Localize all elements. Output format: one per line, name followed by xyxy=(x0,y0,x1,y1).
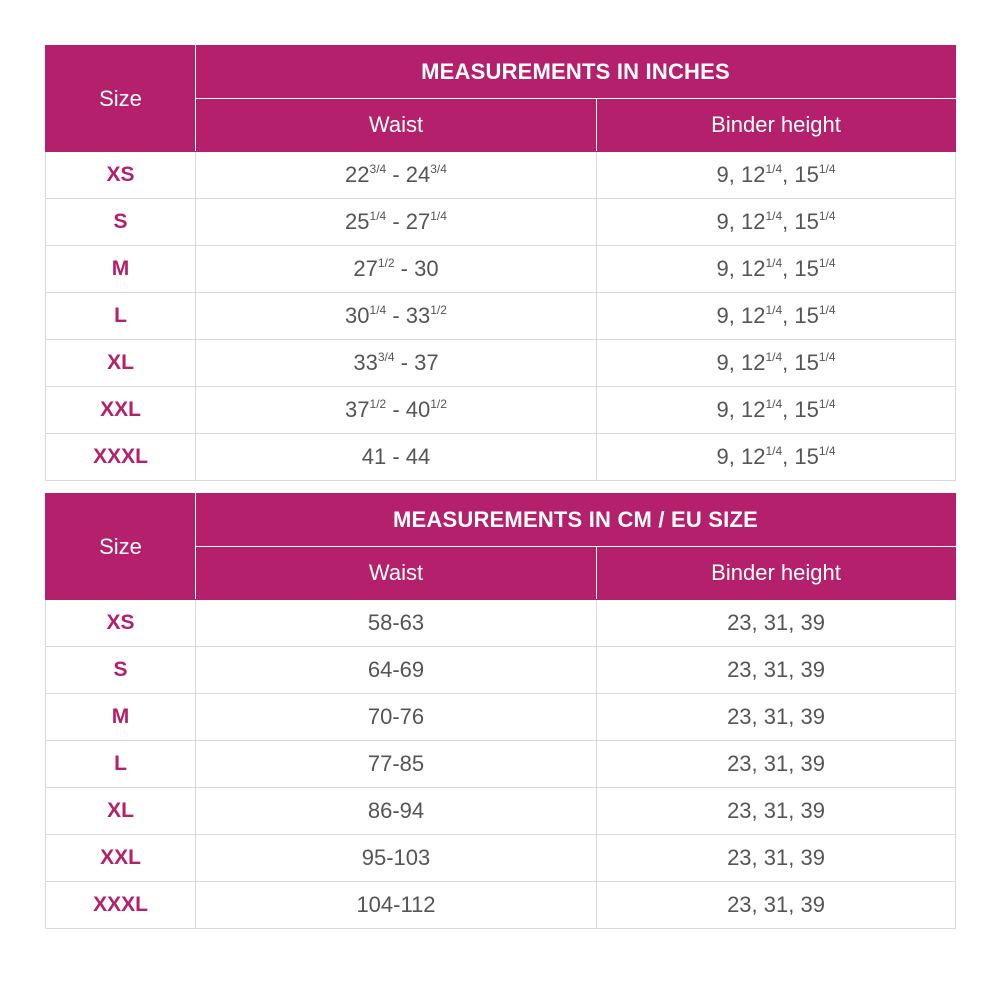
table-row xyxy=(46,340,956,387)
table-row xyxy=(46,293,956,340)
fraction-superscript: 1/4 xyxy=(765,162,783,176)
fraction-superscript: 3/4 xyxy=(369,162,387,176)
size-cell: XXXL xyxy=(46,434,196,481)
value-text: 23, 31, 39 xyxy=(727,751,825,776)
waist-cell xyxy=(196,293,597,340)
table-row xyxy=(46,694,956,741)
binder-height-cell xyxy=(597,340,956,387)
value-text: 23, 31, 39 xyxy=(727,704,825,729)
fraction-superscript: 1/4 xyxy=(430,209,447,223)
fraction-superscript: 1/4 xyxy=(369,303,387,317)
table-row xyxy=(46,246,956,293)
waist-cell xyxy=(196,694,597,741)
fraction-superscript: 3/4 xyxy=(377,350,395,364)
value-text: 23, 31, 39 xyxy=(727,610,825,635)
fraction-superscript: 1/2 xyxy=(430,397,447,411)
value-text: - 24 xyxy=(386,162,431,187)
size-cell: L xyxy=(46,293,196,340)
value-text: 64-69 xyxy=(367,657,425,682)
table-row xyxy=(46,600,956,647)
fraction-superscript: 1/4 xyxy=(818,209,836,223)
waist-cell xyxy=(196,387,597,434)
waist-column-header: Waist xyxy=(196,99,597,152)
binder-height-cell xyxy=(597,835,956,882)
size-cell: XS xyxy=(46,152,196,199)
inches-size-table xyxy=(45,45,956,481)
value-text: 30 xyxy=(345,303,370,328)
size-cell: S xyxy=(46,647,196,694)
table-row xyxy=(46,882,956,929)
binder-height-cell xyxy=(597,788,956,835)
table-row xyxy=(46,434,956,481)
binder-height-cell xyxy=(597,694,956,741)
size-cell: L xyxy=(46,741,196,788)
value-text: 23, 31, 39 xyxy=(727,798,825,823)
value-text: 9, 12 xyxy=(716,397,766,422)
value-text: 58-63 xyxy=(367,610,425,635)
fraction-superscript: 1/4 xyxy=(818,303,836,317)
binder-height-cell xyxy=(597,647,956,694)
size-cell: M xyxy=(46,694,196,741)
value-text: 23, 31, 39 xyxy=(727,657,825,682)
fraction-superscript: 1/4 xyxy=(818,162,836,176)
binder-height-cell xyxy=(597,246,956,293)
value-text: , 15 xyxy=(782,350,819,375)
size-cell: XL xyxy=(46,340,196,387)
cm-size-table xyxy=(45,493,956,929)
value-text: 41 - 44 xyxy=(361,444,431,469)
table-row xyxy=(46,741,956,788)
binder-height-column-header: Binder height xyxy=(597,547,956,600)
table-row xyxy=(46,152,956,199)
value-text: 9, 12 xyxy=(716,256,766,281)
fraction-superscript: 1/2 xyxy=(430,303,447,317)
size-cell: S xyxy=(46,199,196,246)
waist-cell xyxy=(196,788,597,835)
value-text: , 15 xyxy=(782,397,819,422)
waist-cell xyxy=(196,741,597,788)
table-row xyxy=(46,647,956,694)
binder-height-cell xyxy=(597,434,956,481)
binder-height-cell xyxy=(597,882,956,929)
value-text: - 27 xyxy=(386,209,431,234)
fraction-superscript: 1/4 xyxy=(765,444,783,458)
value-text: 9, 12 xyxy=(716,350,766,375)
waist-cell xyxy=(196,434,597,481)
table-row xyxy=(46,788,956,835)
waist-cell xyxy=(196,600,597,647)
value-text: 9, 12 xyxy=(716,444,766,469)
value-text: , 15 xyxy=(782,444,819,469)
fraction-superscript: 1/4 xyxy=(765,350,783,364)
binder-height-column-header: Binder height xyxy=(597,99,956,152)
table-row xyxy=(46,199,956,246)
value-text: 23, 31, 39 xyxy=(727,845,825,870)
fraction-superscript: 1/2 xyxy=(369,397,387,411)
value-text: 27 xyxy=(353,256,378,281)
size-cell: XL xyxy=(46,788,196,835)
value-text: 70-76 xyxy=(367,704,425,729)
waist-cell xyxy=(196,246,597,293)
waist-column-header: Waist xyxy=(196,547,597,600)
binder-height-cell xyxy=(597,152,956,199)
value-text: 9, 12 xyxy=(716,209,766,234)
binder-height-cell xyxy=(597,387,956,434)
size-cell: M xyxy=(46,246,196,293)
value-text: 33 xyxy=(353,350,378,375)
size-cell: XXXL xyxy=(46,882,196,929)
waist-cell xyxy=(196,835,597,882)
value-text: - 30 xyxy=(394,256,439,281)
fraction-superscript: 1/4 xyxy=(818,256,836,270)
binder-height-cell xyxy=(597,293,956,340)
fraction-superscript: 1/4 xyxy=(818,350,836,364)
cm-table-title: MEASUREMENTS IN CM / EU SIZE xyxy=(196,494,956,547)
inches-table-body xyxy=(46,152,956,481)
fraction-superscript: 3/4 xyxy=(430,162,447,176)
inches-table-title: MEASUREMENTS IN INCHES xyxy=(196,46,956,99)
cm-table-body xyxy=(46,600,956,929)
fraction-superscript: 1/4 xyxy=(818,397,836,411)
value-text: - 37 xyxy=(394,350,439,375)
size-cell: XXL xyxy=(46,835,196,882)
waist-cell xyxy=(196,340,597,387)
fraction-superscript: 1/4 xyxy=(765,303,783,317)
fraction-superscript: 1/4 xyxy=(818,444,836,458)
fraction-superscript: 1/4 xyxy=(765,209,783,223)
value-text: , 15 xyxy=(782,303,819,328)
value-text: 23, 31, 39 xyxy=(727,892,825,917)
value-text: 9, 12 xyxy=(716,303,766,328)
size-column-header: Size xyxy=(46,46,196,152)
binder-height-cell xyxy=(597,600,956,647)
fraction-superscript: 1/4 xyxy=(369,209,387,223)
binder-height-cell xyxy=(597,741,956,788)
value-text: , 15 xyxy=(782,162,819,187)
table-row xyxy=(46,387,956,434)
fraction-superscript: 1/4 xyxy=(765,397,783,411)
binder-height-cell xyxy=(597,199,956,246)
value-text: , 15 xyxy=(782,256,819,281)
value-text: 86-94 xyxy=(367,798,425,823)
waist-cell xyxy=(196,152,597,199)
value-text: 9, 12 xyxy=(716,162,766,187)
value-text: - 33 xyxy=(386,303,431,328)
size-column-header: Size xyxy=(46,494,196,600)
waist-cell xyxy=(196,647,597,694)
fraction-superscript: 1/4 xyxy=(765,256,783,270)
table-row xyxy=(46,835,956,882)
value-text: - 40 xyxy=(386,397,431,422)
value-text: , 15 xyxy=(782,209,819,234)
value-text: 25 xyxy=(345,209,370,234)
waist-cell xyxy=(196,882,597,929)
size-cell: XXL xyxy=(46,387,196,434)
value-text: 77-85 xyxy=(367,751,425,776)
size-cell: XS xyxy=(46,600,196,647)
waist-cell xyxy=(196,199,597,246)
value-text: 22 xyxy=(345,162,370,187)
fraction-superscript: 1/2 xyxy=(377,256,395,270)
value-text: 95-103 xyxy=(361,845,431,870)
value-text: 37 xyxy=(345,397,370,422)
value-text: 104-112 xyxy=(356,892,436,917)
